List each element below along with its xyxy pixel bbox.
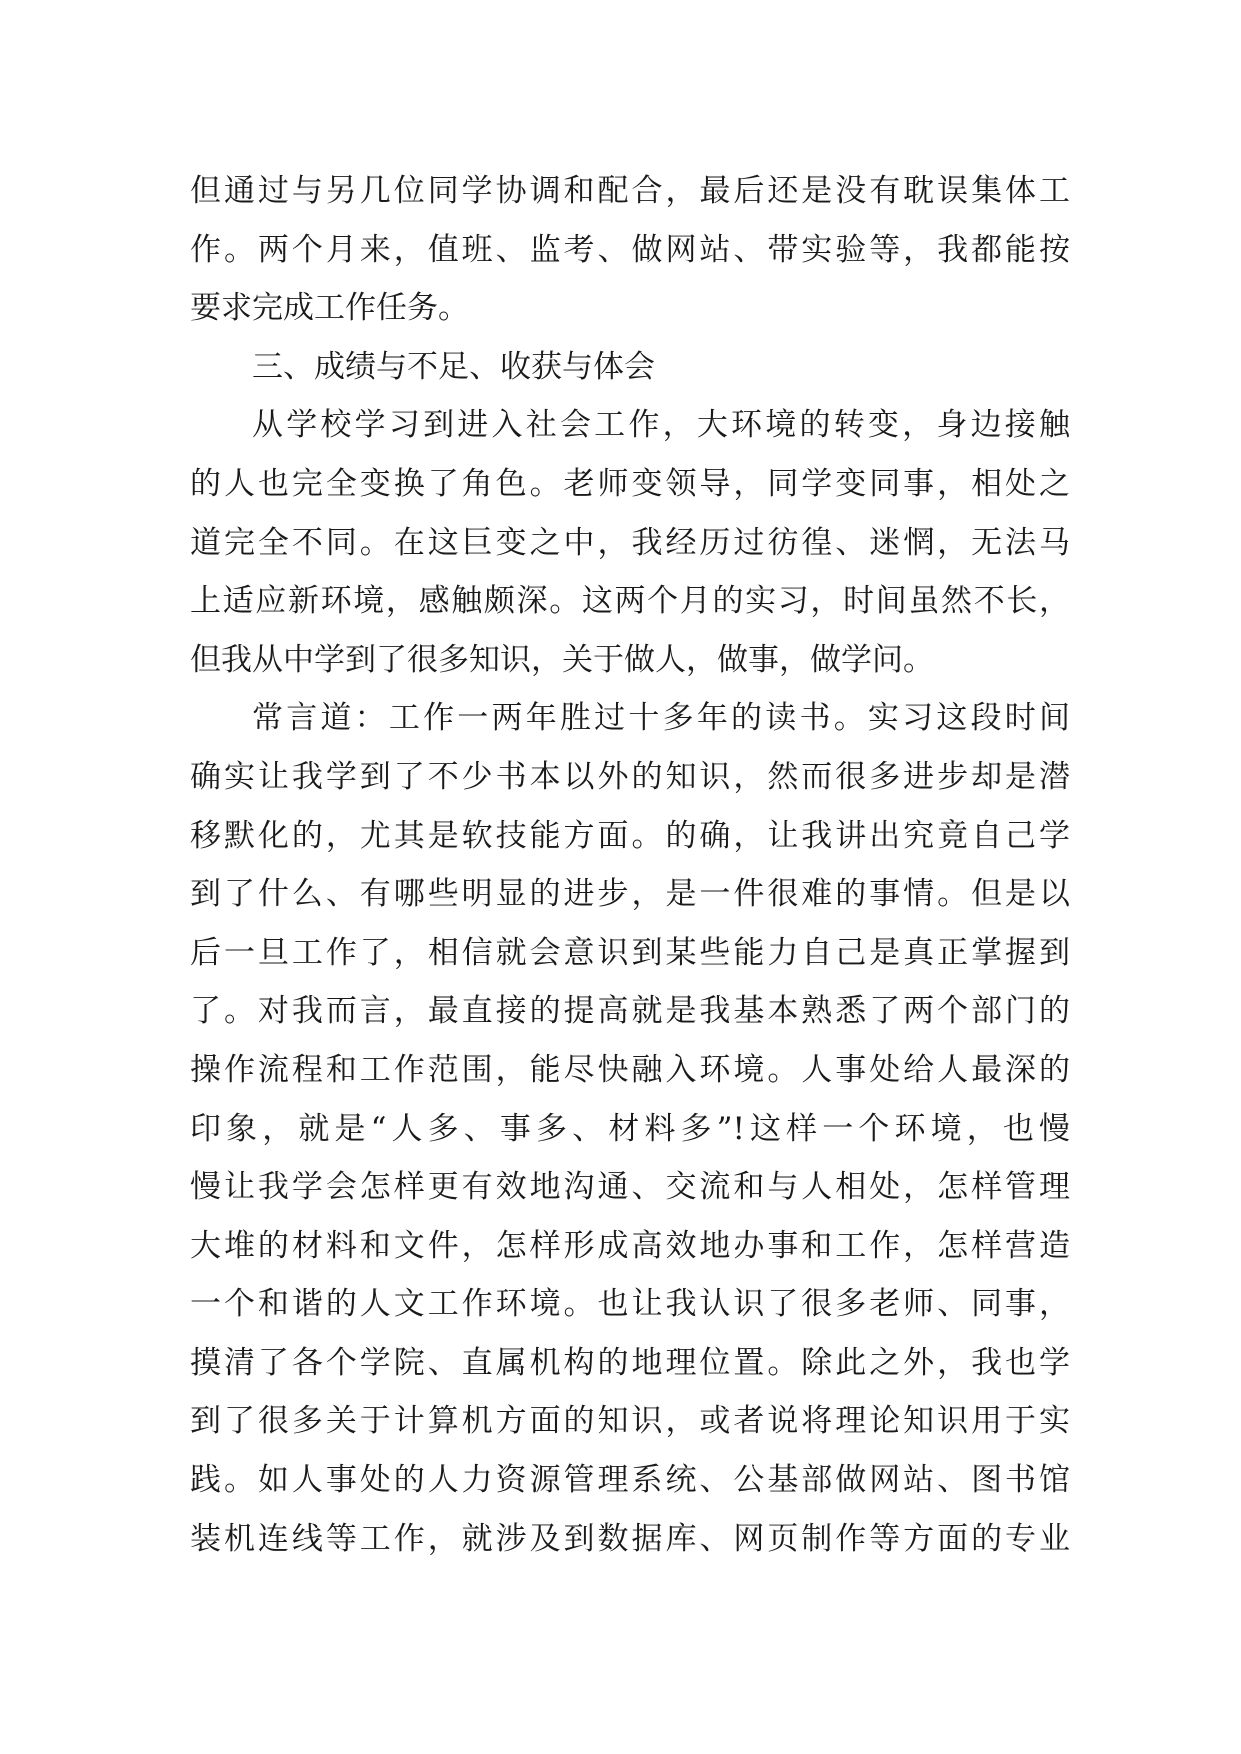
text-line: 但我从中学到了很多知识，关于做人，做事，做学问。 bbox=[190, 641, 934, 678]
text-line: 到了什么、有哪些明显的进步，是一件很难的事情。但是以 bbox=[190, 876, 1070, 913]
text-line: 的人也完全变换了角色。老师变领导，同学变同事，相处之 bbox=[190, 465, 1070, 502]
text-line: 道完全不同。在这巨变之中，我经历过彷徨、迷惘，无法马 bbox=[190, 524, 1070, 561]
text-line: 到了很多关于计算机方面的知识，或者说将理论知识用于实 bbox=[190, 1403, 1070, 1440]
text-line: 后一旦工作了，相信就会意识到某些能力自己是真正掌握到 bbox=[190, 934, 1070, 971]
text-line: 作。两个月来，值班、监考、做网站、带实验等，我都能按 bbox=[190, 231, 1070, 268]
text-line: 印象，就是“人多、事多、材料多”!这样一个环境，也慢 bbox=[190, 1110, 1070, 1147]
text-line: 要求完成工作任务。 bbox=[190, 290, 469, 327]
text-line: 从学校学习到进入社会工作，大环境的转变，身边接触 bbox=[252, 407, 1070, 444]
text-line: 摸清了各个学院、直属机构的地理位置。除此之外，我也学 bbox=[190, 1344, 1070, 1381]
text-line: 了。对我而言，最直接的提高就是我基本熟悉了两个部门的 bbox=[190, 993, 1070, 1030]
text-line: 上适应新环境，感触颇深。这两个月的实习，时间虽然不长， bbox=[190, 583, 1070, 620]
text-line: 大堆的材料和文件，怎样形成高效地办事和工作，怎样营造 bbox=[190, 1227, 1070, 1264]
text-line: 确实让我学到了不少书本以外的知识，然而很多进步却是潜 bbox=[190, 758, 1070, 795]
text-line: 操作流程和工作范围，能尽快融入环境。人事处给人最深的 bbox=[190, 1051, 1070, 1088]
text-line: 装机连线等工作，就涉及到数据库、网页制作等方面的专业 bbox=[190, 1520, 1070, 1557]
text-line: 移默化的，尤其是软技能方面。的确，让我讲出究竟自己学 bbox=[190, 817, 1070, 854]
text-line: 一个和谐的人文工作环境。也让我认识了很多老师、同事， bbox=[190, 1286, 1070, 1323]
document-body bbox=[190, 162, 1070, 1568]
text-line: 践。如人事处的人力资源管理系统、公基部做网站、图书馆 bbox=[190, 1462, 1070, 1499]
text-line: 慢让我学会怎样更有效地沟通、交流和与人相处，怎样管理 bbox=[190, 1169, 1070, 1206]
text-line: 但通过与另几位同学协调和配合，最后还是没有耽误集体工 bbox=[190, 173, 1070, 209]
text-line: 常言道：工作一两年胜过十多年的读书。实习这段时间 bbox=[252, 700, 1070, 737]
section-heading: 三、成绩与不足、收获与体会 bbox=[252, 348, 655, 385]
